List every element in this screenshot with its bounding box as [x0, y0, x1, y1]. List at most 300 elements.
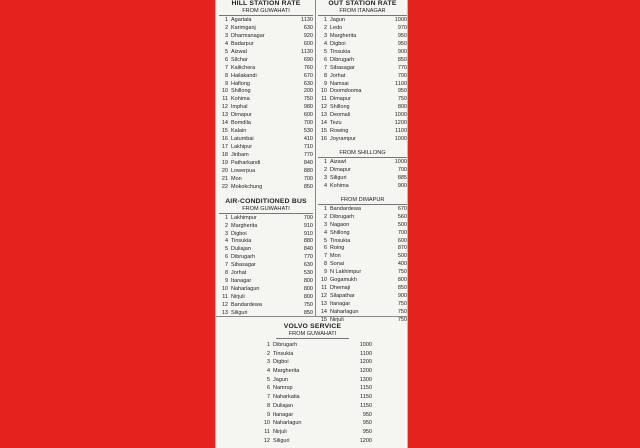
rate-row — [318, 183, 407, 191]
place-name: Tinsukia — [231, 238, 252, 245]
rate-value: 950 — [397, 88, 407, 95]
place-name: Gogamukh — [330, 277, 357, 284]
rate-row — [219, 88, 313, 96]
volvo-title: VOLVO SERVICE — [283, 323, 342, 330]
rate-row — [219, 168, 313, 176]
rate-row — [216, 419, 408, 428]
row-number: 1 — [323, 17, 327, 23]
place-name: Duliajan — [273, 402, 293, 409]
row-number: 7 — [224, 64, 228, 71]
volvo-list — [216, 341, 408, 445]
rate-value: 1200 — [359, 359, 372, 366]
row-number: 19 — [221, 159, 228, 166]
row-number: 8 — [323, 261, 327, 268]
rate-value: 400 — [397, 261, 407, 268]
rate-row — [318, 73, 407, 81]
rate-value: 1100 — [395, 128, 407, 135]
rate-row — [219, 310, 313, 318]
place-name: Mokokchung — [231, 183, 263, 190]
rate-value: 950 — [362, 428, 372, 435]
place-name: Kalain — [231, 128, 247, 135]
row-number: 4 — [266, 368, 270, 375]
place-name: Dibrugarh — [330, 213, 355, 220]
row-number: 7 — [323, 253, 327, 260]
row-number: 3 — [323, 221, 327, 228]
place-name: Jorhat — [231, 270, 247, 277]
rate-value: 600 — [303, 112, 313, 119]
rate-value: 950 — [397, 40, 407, 47]
rate-row — [219, 286, 313, 294]
row-number: 21 — [221, 175, 228, 182]
rate-value: 950 — [362, 411, 372, 418]
place-name: Dhemaji — [330, 285, 351, 292]
place-name: Tezu — [330, 120, 342, 127]
rate-row — [216, 428, 408, 437]
rate-row — [219, 262, 313, 270]
rate-row — [318, 230, 407, 238]
rate-row — [216, 393, 408, 402]
rate-value: 980 — [303, 104, 313, 111]
row-number: 13 — [221, 112, 228, 119]
row-number: 14 — [221, 120, 228, 127]
place-name: Itanagar — [231, 278, 252, 285]
rate-value: 530 — [303, 270, 313, 277]
rate-value: 600 — [397, 237, 407, 244]
row-number: 3 — [224, 230, 228, 237]
rate-value: 1000 — [394, 136, 407, 143]
rate-row — [318, 17, 407, 25]
rate-value: 750 — [397, 316, 407, 323]
rate-value: 770 — [303, 254, 313, 261]
place-name: Shillong — [330, 229, 350, 236]
rate-value: 700 — [303, 120, 313, 127]
row-number: 6 — [266, 385, 270, 392]
place-name: Margherita — [273, 368, 300, 375]
rate-row — [219, 223, 313, 231]
rate-value: 885 — [397, 174, 407, 181]
rate-value: 700 — [303, 214, 313, 221]
rate-value: 1200 — [359, 368, 372, 375]
place-name: Dibrugarh — [231, 254, 256, 261]
place-name: Nirjuli — [273, 428, 287, 435]
right-column — [318, 0, 407, 325]
rate-value: 1300 — [359, 376, 372, 383]
rate-row — [219, 254, 313, 262]
place-name: Siliguri — [273, 437, 290, 444]
place-name: Aizawl — [330, 159, 346, 165]
row-number: 16 — [221, 136, 228, 143]
place-name: Jiribam — [231, 151, 249, 158]
place-name: Sibasagar — [330, 64, 355, 71]
out-station-title: OUT STATION RATE — [328, 0, 397, 7]
rate-value: 1200 — [359, 437, 372, 444]
rate-row — [318, 112, 407, 120]
place-name: Tinsukia — [330, 237, 351, 244]
row-number: 3 — [323, 174, 327, 181]
hill-station-list — [219, 17, 313, 192]
row-number: 8 — [224, 270, 228, 277]
place-name: Kailichera — [231, 64, 256, 71]
rate-row — [219, 65, 313, 73]
row-number: 13 — [221, 309, 228, 316]
rate-row — [318, 136, 407, 144]
place-name: Mon — [330, 253, 341, 260]
place-name: Imphal — [231, 104, 248, 111]
row-number: 15 — [221, 128, 228, 135]
rate-value: 1150 — [360, 394, 372, 401]
rate-row — [216, 350, 408, 359]
rate-row — [318, 25, 407, 33]
rate-value: 500 — [397, 253, 407, 260]
place-name: Margherita — [330, 32, 357, 39]
rate-row — [219, 120, 313, 128]
place-name: Duliajan — [231, 246, 251, 253]
rate-value: 700 — [397, 229, 407, 236]
hill-station-subtitle: FROM GUWAHATI — [219, 8, 313, 16]
rate-row — [219, 96, 313, 104]
rate-row — [216, 402, 408, 411]
rate-row — [219, 17, 313, 25]
from-dimapur-subtitle: FROM DIMAPUR — [318, 197, 407, 205]
rate-value: 970 — [397, 24, 407, 31]
row-number: 9 — [266, 411, 270, 418]
place-name: Dimapur — [231, 112, 252, 119]
place-name: Tinsukia — [273, 350, 294, 357]
place-name: Haflong — [231, 80, 250, 87]
rate-value: 1200 — [394, 120, 407, 127]
row-number: 1 — [224, 214, 228, 221]
row-number: 12 — [320, 104, 327, 111]
row-number: 8 — [266, 402, 270, 409]
row-number: 6 — [323, 56, 327, 63]
row-number: 11 — [321, 285, 327, 292]
rate-row — [318, 309, 407, 317]
rate-value: 950 — [397, 32, 407, 39]
rate-row — [219, 81, 313, 89]
rate-value: 1100 — [395, 80, 407, 87]
place-name: Lakhimpur — [231, 214, 257, 221]
place-name: Doomdooma — [330, 88, 362, 95]
place-name: Namrup — [273, 385, 293, 392]
place-name: Digboi — [231, 230, 247, 237]
place-name: Dimapur — [330, 166, 351, 173]
rate-row — [219, 231, 313, 239]
place-name: Lowerpua — [231, 167, 256, 174]
rate-row — [318, 49, 407, 57]
rate-row — [318, 41, 407, 49]
rate-value: 710 — [303, 144, 313, 150]
place-name: Karimganj — [231, 24, 256, 31]
rate-row — [219, 57, 313, 65]
rate-sheet — [215, 0, 408, 448]
rate-value: 750 — [397, 269, 407, 276]
row-number: 2 — [323, 213, 327, 220]
rate-value: 800 — [303, 286, 313, 293]
rate-value: 850 — [397, 285, 407, 292]
rate-value: 800 — [397, 104, 407, 111]
place-name: Digboi — [330, 40, 346, 47]
rate-row — [216, 384, 408, 393]
rate-row — [219, 104, 313, 112]
row-number: 3 — [266, 359, 270, 366]
rate-row — [216, 437, 408, 446]
row-number: 10 — [221, 286, 228, 293]
rate-row — [216, 367, 408, 376]
place-name: Shillong — [231, 88, 251, 95]
row-number: 6 — [224, 56, 228, 63]
row-number: 5 — [224, 246, 228, 253]
row-number: 10 — [320, 277, 327, 284]
rate-row — [318, 159, 407, 167]
rate-value: 600 — [303, 40, 313, 47]
row-number: 8 — [323, 72, 327, 79]
rate-value: 840 — [303, 159, 313, 166]
place-name: Aizwal — [231, 48, 247, 55]
row-number: 12 — [320, 293, 327, 300]
ac-bus-subtitle: FROM GUWAHATI — [219, 206, 313, 214]
rate-row — [216, 358, 408, 367]
rate-value: 880 — [303, 167, 313, 174]
rate-value: 760 — [303, 64, 313, 71]
row-number: 3 — [323, 32, 327, 39]
rate-value: 700 — [303, 175, 313, 182]
place-name: Naharlagun — [231, 286, 260, 293]
rate-row — [219, 112, 313, 120]
rate-row — [219, 294, 313, 302]
rate-row — [318, 96, 407, 104]
rate-value: 410 — [303, 136, 313, 143]
rate-row — [318, 293, 407, 301]
row-number: 9 — [224, 278, 228, 285]
ac-bus-list — [219, 215, 313, 318]
rate-row — [219, 302, 313, 310]
rate-row — [219, 144, 313, 152]
rate-value: 1000 — [359, 342, 372, 348]
rate-value: 770 — [397, 64, 407, 71]
rate-row — [219, 73, 313, 81]
rate-value: 530 — [303, 128, 313, 135]
row-number: 1 — [266, 342, 270, 348]
place-name: Margherita — [231, 222, 258, 229]
rate-value: 870 — [397, 245, 407, 252]
rate-row — [219, 25, 313, 33]
place-name: Rowing — [330, 128, 349, 135]
rate-row — [219, 278, 313, 286]
place-name: Naharkatia — [273, 394, 300, 401]
rate-value: 750 — [303, 96, 313, 103]
row-number: 16 — [320, 136, 327, 143]
rate-row — [318, 277, 407, 285]
row-number: 12 — [263, 437, 270, 444]
place-name: Deomali — [330, 112, 351, 119]
rate-value: 750 — [397, 308, 407, 315]
row-number: 5 — [323, 237, 327, 244]
rate-value: 770 — [303, 151, 313, 158]
rate-row — [318, 81, 407, 89]
row-number: 4 — [323, 182, 327, 189]
rate-value: 670 — [303, 72, 313, 79]
rate-value: 700 — [397, 166, 407, 173]
place-name: Jorhat — [330, 72, 346, 79]
place-name: Itanagar — [273, 411, 294, 418]
row-number: 11 — [321, 96, 327, 103]
left-column — [219, 0, 313, 318]
rate-value: 800 — [303, 294, 313, 300]
from-shillong-subtitle: FROM SHILLONG — [318, 150, 407, 158]
row-number: 14 — [320, 308, 327, 315]
place-name: Nirjuli — [231, 294, 245, 300]
place-name: Hailakandi — [231, 72, 257, 79]
rate-value: 900 — [397, 293, 407, 300]
place-name: Jagun — [330, 17, 345, 23]
rate-value: 1000 — [394, 17, 407, 23]
rate-row — [219, 246, 313, 254]
rate-value: 800 — [303, 278, 313, 285]
place-name: Badarpur — [231, 40, 254, 47]
ac-bus-title: AIR-CONDITIONED BUS — [225, 197, 307, 205]
row-number: 7 — [224, 262, 228, 269]
rate-value: 500 — [397, 221, 407, 228]
place-name: Ledo — [330, 24, 343, 31]
rate-row — [219, 33, 313, 41]
rate-value: 670 — [397, 205, 407, 212]
row-number: 11 — [222, 294, 228, 300]
rate-value: 1150 — [360, 402, 372, 409]
place-name: Kohima — [231, 96, 250, 103]
rate-value: 750 — [303, 301, 313, 308]
place-name: Lakhipur — [231, 144, 253, 150]
place-name: Shillong — [330, 104, 350, 111]
row-number: 6 — [224, 254, 228, 261]
row-number: 3 — [224, 32, 228, 39]
row-number: 7 — [266, 394, 270, 401]
place-name: Agartala — [231, 17, 252, 23]
rate-value: 880 — [303, 238, 313, 245]
volvo-subtitle: FROM GUWAHATI — [276, 331, 349, 339]
place-name: Dimapur — [330, 96, 351, 103]
row-number: 9 — [323, 269, 327, 276]
rate-value: 850 — [303, 309, 313, 316]
out-station-list — [318, 17, 407, 144]
rate-row — [219, 128, 313, 136]
rate-value: 630 — [303, 80, 313, 87]
rate-row — [219, 160, 313, 168]
rate-row — [318, 261, 407, 269]
rate-row — [219, 238, 313, 246]
rate-value: 1130 — [301, 17, 313, 23]
place-name: Roing — [330, 245, 345, 252]
rate-row — [318, 214, 407, 222]
place-name: Bandardewa — [231, 301, 262, 308]
place-name: Bomdila — [231, 120, 251, 127]
rate-value: 910 — [303, 230, 313, 237]
row-number: 13 — [320, 112, 327, 119]
rate-row — [219, 152, 313, 160]
rate-value: 560 — [397, 213, 407, 220]
row-number: 2 — [224, 24, 228, 31]
rate-value: 630 — [303, 262, 313, 269]
place-name: Naharlagun — [273, 420, 302, 427]
row-number: 10 — [263, 420, 270, 427]
rate-row — [216, 411, 408, 420]
place-name: Sibasagar — [231, 262, 256, 269]
rate-value: 900 — [397, 48, 407, 55]
place-name: Dibrugarh — [330, 56, 355, 63]
place-name: Digboi — [273, 359, 289, 366]
row-number: 1 — [224, 17, 228, 23]
row-number: 6 — [323, 245, 327, 252]
out-station-subtitle: FROM ITANAGAR — [318, 8, 407, 16]
rate-row — [318, 128, 407, 136]
rate-value: 920 — [303, 32, 313, 39]
rate-value: 1100 — [360, 350, 372, 357]
rate-value: 1000 — [394, 159, 407, 165]
row-number: 2 — [323, 166, 327, 173]
rate-value: 800 — [397, 277, 407, 284]
place-name: Siliguri — [330, 174, 347, 181]
rate-value: 700 — [397, 72, 407, 79]
place-name: N Lakhimpur — [330, 269, 362, 276]
rate-value: 910 — [303, 222, 313, 229]
rate-value: 900 — [397, 182, 407, 189]
row-number: 17 — [221, 144, 228, 150]
row-number: 15 — [320, 316, 327, 323]
rate-value: 1000 — [394, 112, 407, 119]
rate-value: 840 — [303, 246, 313, 253]
row-number: 12 — [221, 301, 228, 308]
row-number: 1 — [323, 205, 327, 212]
row-number: 13 — [320, 301, 327, 307]
rate-row — [318, 269, 407, 277]
row-number: 2 — [323, 24, 327, 31]
rate-row — [318, 33, 407, 41]
rate-value: 950 — [362, 420, 372, 427]
rate-row — [318, 245, 407, 253]
hill-station-title: HILL STATION RATE — [231, 0, 301, 7]
row-number: 2 — [266, 350, 270, 357]
rate-row — [219, 49, 313, 57]
place-name: Joyrampur — [330, 136, 356, 143]
place-name: Latumbai — [231, 136, 254, 143]
volvo-section — [216, 316, 408, 445]
place-name: Itanagar — [330, 301, 351, 307]
row-number: 9 — [224, 80, 228, 87]
rate-value: 850 — [303, 183, 313, 190]
row-number: 4 — [224, 40, 228, 47]
place-name: Sonai — [330, 261, 345, 268]
place-name: Siliguri — [231, 309, 248, 316]
row-number: 14 — [320, 120, 327, 127]
rate-row — [219, 184, 313, 192]
rate-row — [216, 341, 408, 350]
rate-value: 1150 — [360, 385, 372, 392]
place-name: Jagun — [273, 376, 288, 383]
rate-value: 690 — [303, 56, 313, 63]
row-number: 8 — [224, 72, 228, 79]
rate-row — [318, 65, 407, 73]
column-divider — [315, 0, 316, 316]
row-number: 4 — [323, 40, 327, 47]
row-number: 22 — [221, 183, 228, 190]
rate-row — [318, 222, 407, 230]
place-name: Tinsukia — [330, 48, 351, 55]
place-name: Naharlagun — [330, 308, 359, 315]
rate-value: 200 — [303, 88, 313, 95]
rate-value: 630 — [303, 24, 313, 31]
place-name: Silapathar — [330, 293, 355, 300]
rate-row — [219, 176, 313, 184]
place-name: Dharmanagar — [231, 32, 265, 39]
